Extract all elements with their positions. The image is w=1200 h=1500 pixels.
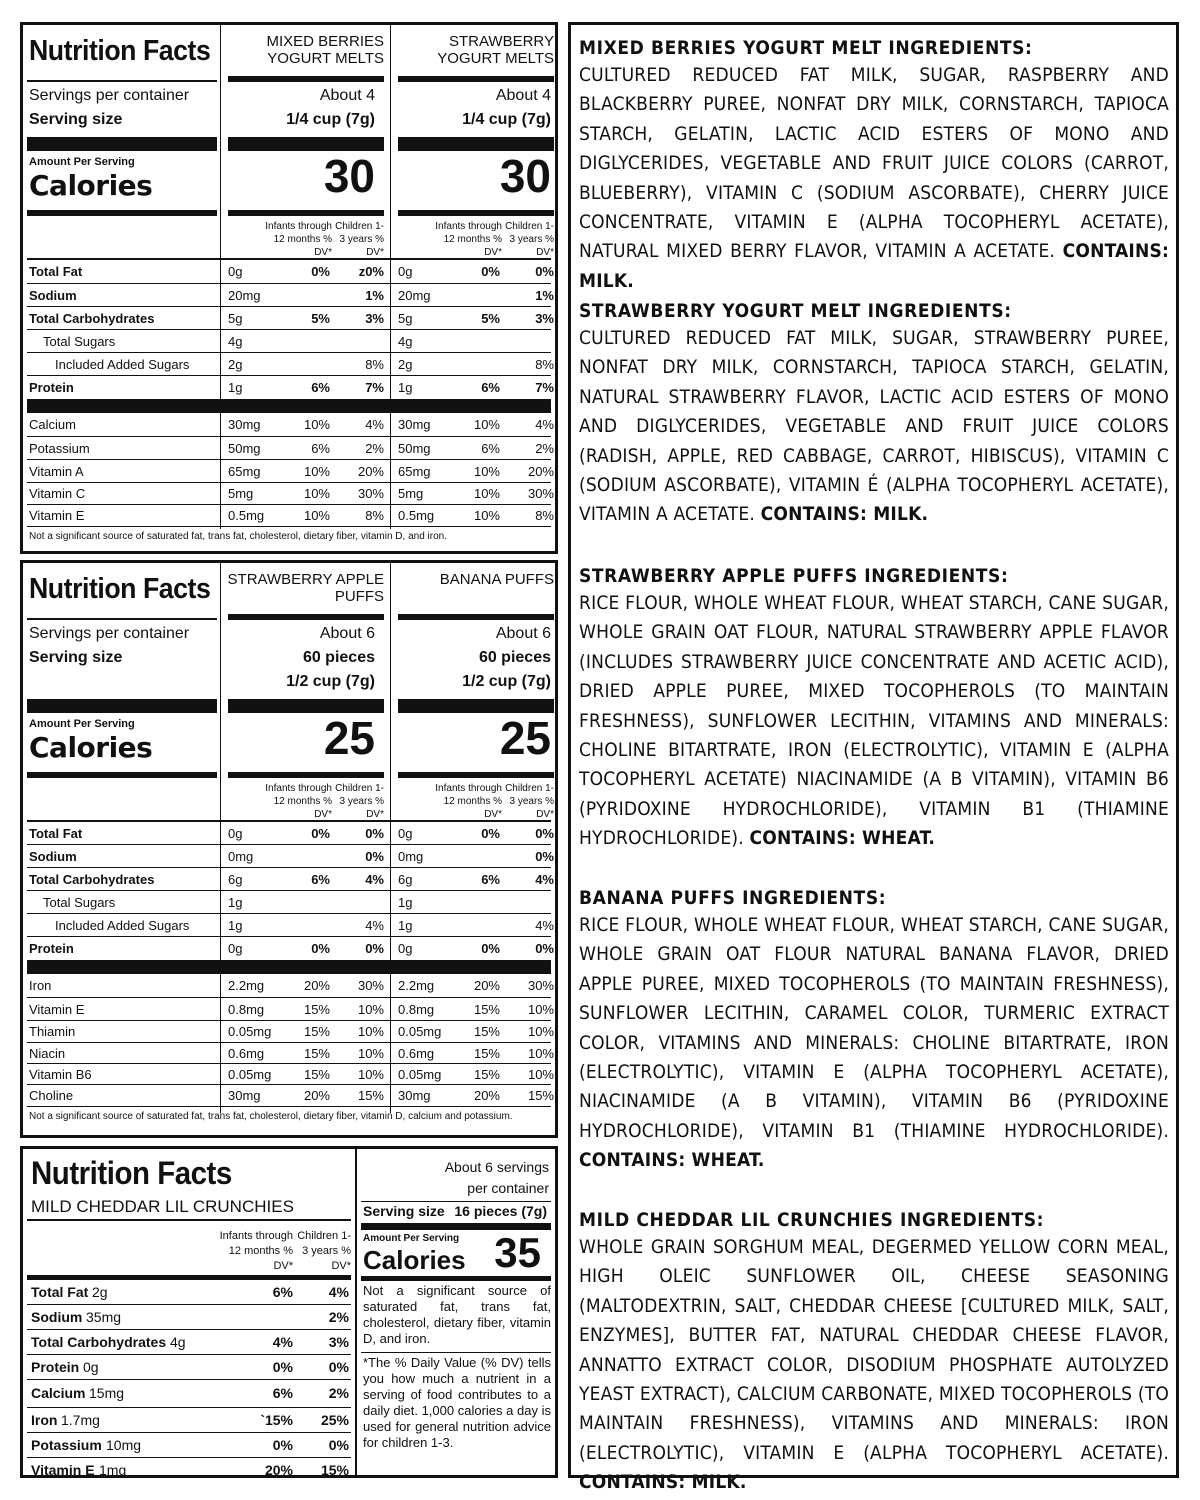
infants-dv: 15%	[473, 1024, 500, 1039]
infants-dv: 6%	[311, 871, 330, 887]
nutrient-row	[23, 1380, 355, 1408]
infants-dv: 15%	[473, 1066, 500, 1082]
infants-dv: 15%	[473, 1045, 500, 1061]
nutrient-name: Vitamin E	[29, 508, 85, 523]
ingredient-block	[579, 1207, 1169, 1498]
infants-dv: 10%	[303, 417, 330, 432]
nutrient-amount: 0g	[398, 264, 413, 279]
infants-dv: 15%	[303, 1066, 330, 1082]
calories-label: Calories	[29, 731, 153, 764]
nutrient-name: Calcium	[31, 1385, 86, 1401]
infants-dv: 6%	[481, 440, 500, 456]
nutrient-amount: 2.2mg	[228, 978, 265, 993]
nutrient-row	[23, 330, 555, 353]
servings-value: About 4	[495, 87, 551, 104]
ingredient-text: RICE FLOUR, WHOLE WHEAT FLOUR, WHEAT STARCH, CANE SUGAR, WHOLE GRAIN OAT FLOUR NATURAL BANANA FLAVOR, DRIED APPLE PUREE, MIXED TOCOPHEROLS (TO MAINTAIN FRESHNESS), SUNFLOWER LECITHIN, CARAMEL COLOR, TURMERIC EXTRACT COLOR, VITAMINS AND MINERALS: CHOLINE BITARTRATE, IRON (ELECTROLYTIC), VITAMIN E (ALPHA TOCOPHERYL ACETATE), NIACINAMIDE (A B VITAMIN), VITAMIN B6 (PYRIDOXINE HYDROCHLORIDE), VITAMIN B1 (THIAMINE HYDROCHLORIDE).	[579, 914, 1169, 1142]
nutrient-amount: 0.5mg	[228, 508, 265, 523]
infants-dv: 5%	[481, 310, 500, 326]
infants-dv: 10%	[303, 463, 330, 479]
children-dv: 10%	[357, 1045, 384, 1061]
nutrient-name: Thiamin	[29, 1024, 76, 1039]
nutrient-name: Protein	[29, 380, 74, 395]
allergen-statement: CONTAINS: MILK.	[760, 503, 929, 526]
nutrient-row	[23, 1085, 555, 1107]
nutrient-amount: 0g	[228, 264, 243, 279]
footnote: Not a significant source of saturated fat, trans fat, cholesterol, dietary fiber, vitamin D, and iron.	[29, 531, 447, 542]
infants-dv: 0%	[272, 1358, 293, 1375]
children-dv: 10%	[527, 1066, 554, 1082]
nutrient-amount: 2g	[398, 356, 413, 372]
nutrient-row	[23, 460, 555, 483]
nutrient-row	[23, 1408, 355, 1433]
calories-value: 35	[494, 1229, 541, 1276]
nutrient-row	[23, 891, 555, 914]
infants-dv: 15%	[303, 1024, 330, 1039]
ingredient-title: BANANA PUFFS INGREDIENTS:	[579, 887, 887, 909]
children-dv: 0%	[365, 825, 384, 841]
nutrition-panel-puffs	[20, 560, 558, 1138]
allergen-statement: CONTAINS: WHEAT.	[579, 1149, 765, 1172]
ingredient-list	[579, 1233, 1169, 1498]
nutrient-row	[23, 914, 555, 937]
nutrient-amount: 30mg	[228, 417, 261, 432]
nutrient-name: Total Fat	[31, 1283, 89, 1300]
nutrient-amount: 50mg	[398, 440, 431, 456]
nutrition-panel-cheddar-crunchies	[20, 1146, 558, 1478]
ingredient-title: STRAWBERRY APPLE PUFFS INGREDIENTS:	[579, 565, 1009, 587]
children-dv: 15%	[320, 1461, 349, 1478]
nutrient-name: Total Carbohydrates	[29, 871, 155, 887]
infants-dv: 10%	[303, 486, 330, 501]
nutrient-amount: 0.05mg	[398, 1024, 442, 1039]
amount-per-serving: Amount Per Serving	[29, 718, 135, 730]
nutrient-amount: 0.6mg	[228, 1045, 265, 1061]
children-dv: 25%	[320, 1411, 349, 1428]
nutrient-amount: 1g	[228, 917, 243, 933]
infants-dv: 6%	[481, 380, 500, 395]
infants-dv: 20%	[303, 978, 330, 993]
nutrient-name: Iron	[31, 1411, 58, 1428]
children-dv: 30%	[357, 978, 384, 993]
nutrient-name: Protein	[31, 1358, 80, 1375]
infants-dv: 4%	[272, 1333, 293, 1350]
nutrient-amount: 1g	[398, 894, 413, 910]
allergen-statement: CONTAINS: MILK.	[579, 1471, 747, 1494]
infants-dv: 0%	[481, 825, 500, 841]
calories-value: 25	[499, 712, 551, 764]
children-dv: 30%	[357, 486, 384, 501]
infants-dv: 10%	[473, 417, 500, 432]
nutrient-name: Choline	[29, 1088, 74, 1103]
nutrient-amount: 65mg	[398, 463, 431, 479]
children-dv: 0%	[328, 1358, 349, 1375]
pieces-value: 60 pieces	[478, 649, 551, 666]
pieces-value: 60 pieces	[302, 649, 375, 666]
nutrient-amount: 6g	[228, 871, 243, 887]
children-dv: 1%	[535, 287, 554, 303]
infants-dv: 20%	[264, 1461, 293, 1478]
nutrient-row	[23, 505, 555, 527]
serving-size-value: 1/4 cup (7g)	[286, 111, 375, 128]
children-dv: 15%	[357, 1088, 384, 1103]
col-header-infants: Infants through 12 months % DV*	[265, 783, 332, 820]
nutrient-name: Total Fat	[29, 264, 83, 279]
serving-size-label: Serving size	[29, 649, 123, 666]
nutrient-amount: 0g	[228, 825, 243, 841]
nutrient-amount: 4g	[170, 1333, 186, 1350]
serving-size-value: 16 pieces (7g)	[454, 1203, 547, 1219]
nutrient-amount: 10mg	[106, 1436, 142, 1453]
children-dv: 0%	[535, 848, 554, 864]
children-dv: 0%	[328, 1436, 349, 1453]
calories-value: 30	[499, 150, 551, 202]
children-dv: 4%	[535, 871, 554, 887]
nutrient-amount: 4g	[398, 333, 413, 349]
ingredient-list	[579, 324, 1169, 530]
nutrient-amount: 1g	[398, 380, 413, 395]
nutrient-row	[23, 1458, 355, 1483]
product-name: BANANA PUFFS	[439, 571, 554, 588]
children-dv: 3%	[365, 310, 384, 326]
nutrient-name: Sodium	[29, 848, 77, 864]
product-name: MILD CHEDDAR LIL CRUNCHIES	[31, 1197, 294, 1216]
infants-dv: 5%	[311, 310, 330, 326]
children-dv: 8%	[365, 356, 384, 372]
nutrient-amount: 2.2mg	[398, 978, 435, 993]
panel-title: Nutrition Facts	[31, 1155, 232, 1191]
nutrient-amount: 30mg	[398, 1088, 431, 1103]
nutrient-amount: 30mg	[228, 1088, 261, 1103]
infants-dv: 6%	[272, 1283, 293, 1300]
nutrient-name: Total Carbohydrates	[29, 310, 155, 326]
serving-size-label: Serving size	[29, 111, 123, 128]
nutrient-amount: 20mg	[398, 287, 431, 303]
nutrient-amount: 0mg	[398, 848, 424, 864]
nutrient-name: Sodium	[31, 1308, 83, 1325]
ingredient-block	[579, 298, 1169, 530]
infants-dv: `15%	[260, 1411, 293, 1428]
nutrient-amount: 0.8mg	[398, 1001, 435, 1017]
ingredient-block	[579, 885, 1169, 1176]
nutrient-name: Potassium	[29, 440, 90, 456]
ingredients-panel	[568, 22, 1179, 1494]
nutrient-name: Total Fat	[29, 825, 83, 841]
nutrient-amount: 0mg	[228, 848, 254, 864]
col-header-children: Children 1-3 years % DV*	[505, 783, 554, 820]
ingredient-text: RICE FLOUR, WHOLE WHEAT FLOUR, WHEAT STARCH, CANE SUGAR, WHOLE GRAIN OAT FLOUR, NATURAL STRAWBERRY APPLE FLAVOR (INCLUDES STRAWBERRY JUICE CONCENTRATE AND ACETIC ACID), DRIED APPLE PUREE, MIXED TOCOPHEROLS (TO MAINTAIN FRESHNESS), SUNFLOWER LECITHIN, VITAMINS AND MINERALS: CHOLINE BITARTRATE, IRON (ELECTROLYTIC), VITAMIN E (ALPHA TOCOPHERYL ACETATE) NIACINAMIDE (A B VITAMIN), VITAMIN B6 (PYRIDOXINE HYDROCHLORIDE), VITAMIN B1 (THIAMINE HYDROCHLORIDE).	[579, 592, 1169, 850]
children-dv: 1%	[365, 287, 384, 303]
nutrient-row	[23, 1064, 555, 1085]
infants-dv: 10%	[303, 508, 330, 523]
children-dv: 0%	[535, 264, 554, 279]
nutrient-name: Total Sugars	[43, 894, 116, 910]
nutrient-row	[23, 1021, 555, 1043]
children-dv: 2%	[328, 1385, 349, 1401]
nutrient-name: Total Sugars	[43, 333, 116, 349]
children-dv: 8%	[535, 356, 554, 372]
calories-label: Calories	[29, 169, 153, 202]
nutrient-name: Included Added Sugars	[55, 917, 190, 933]
infants-dv: 0%	[311, 264, 330, 279]
children-dv: 2%	[328, 1308, 349, 1325]
allergen-statement: CONTAINS: MILK.	[579, 240, 1169, 292]
children-dv: 15%	[527, 1088, 554, 1103]
nutrient-row	[23, 1043, 555, 1064]
children-dv: 4%	[535, 917, 554, 933]
nutrient-amount: 1g	[228, 380, 243, 395]
nutrient-name: Sodium	[29, 287, 77, 303]
panel-title: Nutrition Facts	[29, 573, 211, 605]
col-header-infants: Infants through 12 months % DV*	[435, 783, 502, 820]
nutrient-row	[23, 998, 555, 1021]
nutrient-row	[23, 483, 555, 505]
ingredient-title: STRAWBERRY YOGURT MELT INGREDIENTS:	[579, 300, 1012, 322]
ingredient-block	[579, 35, 1169, 296]
col-header-infants: Infants through 12 months % DV*	[219, 1230, 293, 1272]
nutrient-amount: 0.05mg	[228, 1024, 272, 1039]
product-name: STRAWBERRY YOGURT MELTS	[437, 33, 554, 67]
children-dv: 3%	[328, 1333, 349, 1350]
nutrient-amount: 1g	[398, 917, 413, 933]
children-dv: 0%	[535, 825, 554, 841]
footnote: Not a significant source of saturated fat, trans fat, cholesterol, dietary fiber, vitamin D, calcium and potassium.	[29, 1111, 513, 1122]
children-dv: 7%	[535, 380, 554, 395]
nutrient-amount: 1g	[228, 894, 243, 910]
nutrient-name: Potassium	[31, 1436, 102, 1453]
children-dv: 10%	[527, 1001, 554, 1017]
nutrient-amount: 0.8mg	[228, 1001, 265, 1017]
children-dv: 30%	[527, 486, 554, 501]
children-dv: 8%	[365, 508, 384, 523]
nutrient-row	[23, 413, 555, 437]
infants-dv: 10%	[473, 486, 500, 501]
nutrient-amount: 0.5mg	[398, 508, 435, 523]
nutrient-name: Total Carbohydrates	[31, 1333, 167, 1350]
product-name: STRAWBERRY APPLE PUFFS	[227, 571, 384, 605]
col-header-infants: Infants through 12 months % DV*	[265, 221, 332, 258]
children-dv: 10%	[527, 1045, 554, 1061]
nutrient-row	[23, 353, 555, 376]
children-dv: 2%	[535, 440, 554, 456]
infants-dv: 20%	[473, 1088, 500, 1103]
children-dv: 20%	[527, 463, 554, 479]
nutrient-row	[23, 845, 555, 868]
nutrition-panel-yogurt-melts	[20, 22, 558, 554]
nutrient-name: Vitamin C	[29, 486, 86, 501]
nutrient-name: Vitamin E	[29, 1001, 85, 1017]
nutrient-amount: 1.7mg	[61, 1411, 100, 1428]
nutrient-amount: 0.05mg	[228, 1066, 272, 1082]
nutrient-row	[23, 307, 555, 330]
infants-dv: 10%	[473, 463, 500, 479]
col-header-children: Children 1-3 years % DV*	[297, 1230, 351, 1272]
nutrient-row	[23, 974, 555, 998]
infants-dv: 15%	[303, 1045, 330, 1061]
nutrient-amount: 1mg	[99, 1461, 127, 1478]
servings-value: About 6	[319, 625, 375, 642]
children-dv: 2%	[365, 440, 384, 456]
children-dv: 4%	[535, 417, 554, 432]
infants-dv: 0%	[481, 941, 500, 956]
infants-dv: 20%	[473, 978, 500, 993]
servings-line-1: About 6 servings	[444, 1159, 549, 1175]
ingredient-title: MIXED BERRIES YOGURT MELT INGREDIENTS:	[579, 37, 1033, 59]
infants-dv: 20%	[303, 1088, 330, 1103]
ingredient-title: MILD CHEDDAR LIL CRUNCHIES INGREDIENTS:	[579, 1209, 1045, 1231]
servings-value: About 6	[495, 625, 551, 642]
nutrient-row	[23, 1305, 355, 1330]
ingredient-text: CULTURED REDUCED FAT MILK, SUGAR, RASPBERRY AND BLACKBERRY PUREE, NONFAT DRY MILK, CORNSTARCH, TAPIOCA STARCH, GELATIN, LACTIC ACID ESTERS OF MONO AND DIGLYCERIDES, VEGETABLE AND FRUIT JUICE COLORS (CARROT, BLUEBERRY), VITAMIN C (SODIUM ASCORBATE), CHERRY JUICE CONCENTRATE, VITAMIN E (ALPHA TOCOPHERYL ACETATE), NATURAL MIXED BERRY FLAVOR, VITAMIN A ACETATE.	[579, 64, 1169, 263]
nutrient-row	[23, 376, 555, 400]
children-dv: 10%	[357, 1024, 384, 1039]
children-dv: 4%	[365, 917, 384, 933]
nutrient-amount: 5mg	[398, 486, 424, 501]
infants-dv: 0%	[311, 941, 330, 956]
children-dv: 10%	[357, 1066, 384, 1082]
ingredient-text: CULTURED REDUCED FAT MILK, SUGAR, STRAWBERRY PUREE, NONFAT DRY MILK, CORNSTARCH, TAPIOCA STARCH, GELATIN, NATURAL STRAWBERRY FLAVOR, LACTIC ACID ESTERS OF MONO AND DIGLYCERIDES, VEGETABLE AND FRUIT JUICE COLORS (RADISH, APPLE, RED CABBAGE, CARROT, HIBISCUS), VITAMIN C (SODIUM ASCORBATE), VITAMIN É (ALPHA TOCOPHERYL ACETATE), VITAMIN A ACETATE.	[579, 327, 1169, 526]
nutrient-row	[23, 937, 555, 961]
panel-title: Nutrition Facts	[29, 35, 211, 67]
nutrient-name: Iron	[29, 978, 52, 993]
nutrient-name: Vitamin E	[31, 1461, 95, 1478]
infants-dv: 0%	[481, 264, 500, 279]
nutrient-amount: 0g	[398, 941, 413, 956]
daily-value-note: *The % Daily Value (% DV) tells you how much a nutrient in a serving of food contributes to a daily diet. 1,000 calories a day is used for general nutrition advice for children 1-3.	[363, 1355, 551, 1450]
nutrient-name: Vitamin B6	[29, 1066, 92, 1082]
serving-size-label: Serving size	[363, 1203, 445, 1219]
children-dv: 30%	[527, 978, 554, 993]
nutrient-amount: 0g	[228, 941, 243, 956]
children-dv: 4%	[365, 417, 384, 432]
nutrient-row	[23, 822, 555, 845]
servings-value: About 4	[319, 87, 375, 104]
nutrient-row	[23, 868, 555, 891]
nutrient-amount: 0.05mg	[398, 1066, 442, 1082]
serving-size-value: 1/2 cup (7g)	[462, 673, 551, 690]
nutrient-row	[23, 284, 555, 307]
nutrient-amount: 5mg	[228, 486, 254, 501]
ingredient-list	[579, 61, 1169, 296]
serving-size-value: 1/4 cup (7g)	[462, 111, 551, 128]
nutrient-row	[23, 1433, 355, 1458]
nutrient-amount: 65mg	[228, 463, 261, 479]
ingredient-list	[579, 911, 1169, 1176]
children-dv: z0%	[358, 264, 384, 279]
nutrient-amount: 30mg	[398, 417, 431, 432]
nutrient-amount: 0g	[398, 825, 413, 841]
children-dv: 10%	[357, 1001, 384, 1017]
ingredient-text: WHOLE GRAIN SORGHUM MEAL, DEGERMED YELLOW CORN MEAL, HIGH OLEIC SUNFLOWER OIL, CHEESE SEASONING (MALTODEXTRIN, SALT, CHEDDAR CHEESE [CULTURED MILK, SALT, ENZYMES], BUTTER FAT, NATURAL CHEDDAR CHEESE FLAVOR, ANNATTO EXTRACT COLOR, DISODIUM PHOSPHATE AUTOLYZED YEAST EXTRACT), CALCIUM CARBONATE, MIXED TOCOPHEROLS (TO MAINTAIN FRESHNESS), VITAMINS AND MINERALS: IRON (ELECTROLYTIC), VITAMIN E (ALPHA TOCOPHERYL ACETATE).	[579, 1236, 1169, 1464]
nutrient-amount: 5g	[398, 310, 413, 326]
children-dv: 10%	[527, 1024, 554, 1039]
nutrient-amount: 20mg	[228, 287, 261, 303]
amount-per-serving: Amount Per Serving	[29, 156, 135, 168]
infants-dv: 6%	[311, 440, 330, 456]
nutrient-row	[23, 260, 555, 284]
nutrient-amount: 6g	[398, 871, 413, 887]
nutrient-amount: 15mg	[89, 1385, 125, 1401]
infants-dv: 15%	[473, 1001, 500, 1017]
infants-dv: 6%	[311, 380, 330, 395]
allergen-statement: CONTAINS: WHEAT.	[749, 827, 936, 850]
nutrient-amount: 50mg	[228, 440, 261, 456]
serving-size-value: 1/2 cup (7g)	[286, 673, 375, 690]
col-header-infants: Infants through 12 months % DV*	[435, 221, 502, 258]
not-significant-note: Not a significant source of saturated fat, trans fat, cholesterol, dietary fiber, vitamin D, and iron.	[363, 1283, 551, 1346]
nutrient-amount: 0g	[83, 1358, 99, 1375]
children-dv: 7%	[365, 380, 384, 395]
nutrient-amount: 0.6mg	[398, 1045, 435, 1061]
nutrient-name: Protein	[29, 941, 74, 956]
col-header-children: Children 1-3 years % DV*	[505, 221, 554, 258]
infants-dv: 0%	[272, 1436, 293, 1453]
col-header-children: Children 1-3 years % DV*	[335, 783, 384, 820]
children-dv: 4%	[365, 871, 384, 887]
nutrient-amount: 4g	[228, 333, 243, 349]
nutrient-name: Vitamin A	[29, 463, 84, 479]
nutrient-amount: 2g	[228, 356, 243, 372]
nutrient-row	[23, 1330, 355, 1355]
nutrient-amount: 2g	[92, 1283, 108, 1300]
nutrient-row	[23, 437, 555, 460]
children-dv: 3%	[535, 310, 554, 326]
nutrient-row	[23, 1355, 355, 1380]
servings-per-container-label: Servings per container	[29, 625, 190, 642]
children-dv: 0%	[535, 941, 554, 956]
infants-dv: 6%	[481, 871, 500, 887]
product-name: MIXED BERRIES YOGURT MELTS	[266, 33, 384, 67]
amount-per-serving: Amount Per Serving	[363, 1233, 460, 1244]
children-dv: 8%	[535, 508, 554, 523]
calories-label: Calories	[363, 1245, 466, 1275]
nutrient-name: Calcium	[29, 417, 76, 432]
ingredient-list	[579, 589, 1169, 854]
nutrient-amount: 5g	[228, 310, 243, 326]
nutrient-name: Niacin	[29, 1045, 66, 1061]
ingredient-block	[579, 563, 1169, 854]
servings-line-2: per container	[467, 1180, 549, 1196]
children-dv: 4%	[328, 1283, 349, 1300]
col-header-children: Children 1-3 years % DV*	[335, 221, 384, 258]
nutrient-row	[23, 1280, 355, 1305]
infants-dv: 10%	[473, 508, 500, 523]
infants-dv: 15%	[303, 1001, 330, 1017]
nutrient-name: Included Added Sugars	[55, 356, 190, 372]
servings-per-container-label: Servings per container	[29, 87, 190, 104]
nutrient-amount: 35mg	[86, 1308, 122, 1325]
calories-value: 30	[323, 150, 375, 202]
infants-dv: 0%	[311, 825, 330, 841]
children-dv: 20%	[357, 463, 384, 479]
children-dv: 0%	[365, 941, 384, 956]
infants-dv: 6%	[272, 1385, 293, 1401]
children-dv: 0%	[365, 848, 384, 864]
calories-value: 25	[323, 712, 375, 764]
